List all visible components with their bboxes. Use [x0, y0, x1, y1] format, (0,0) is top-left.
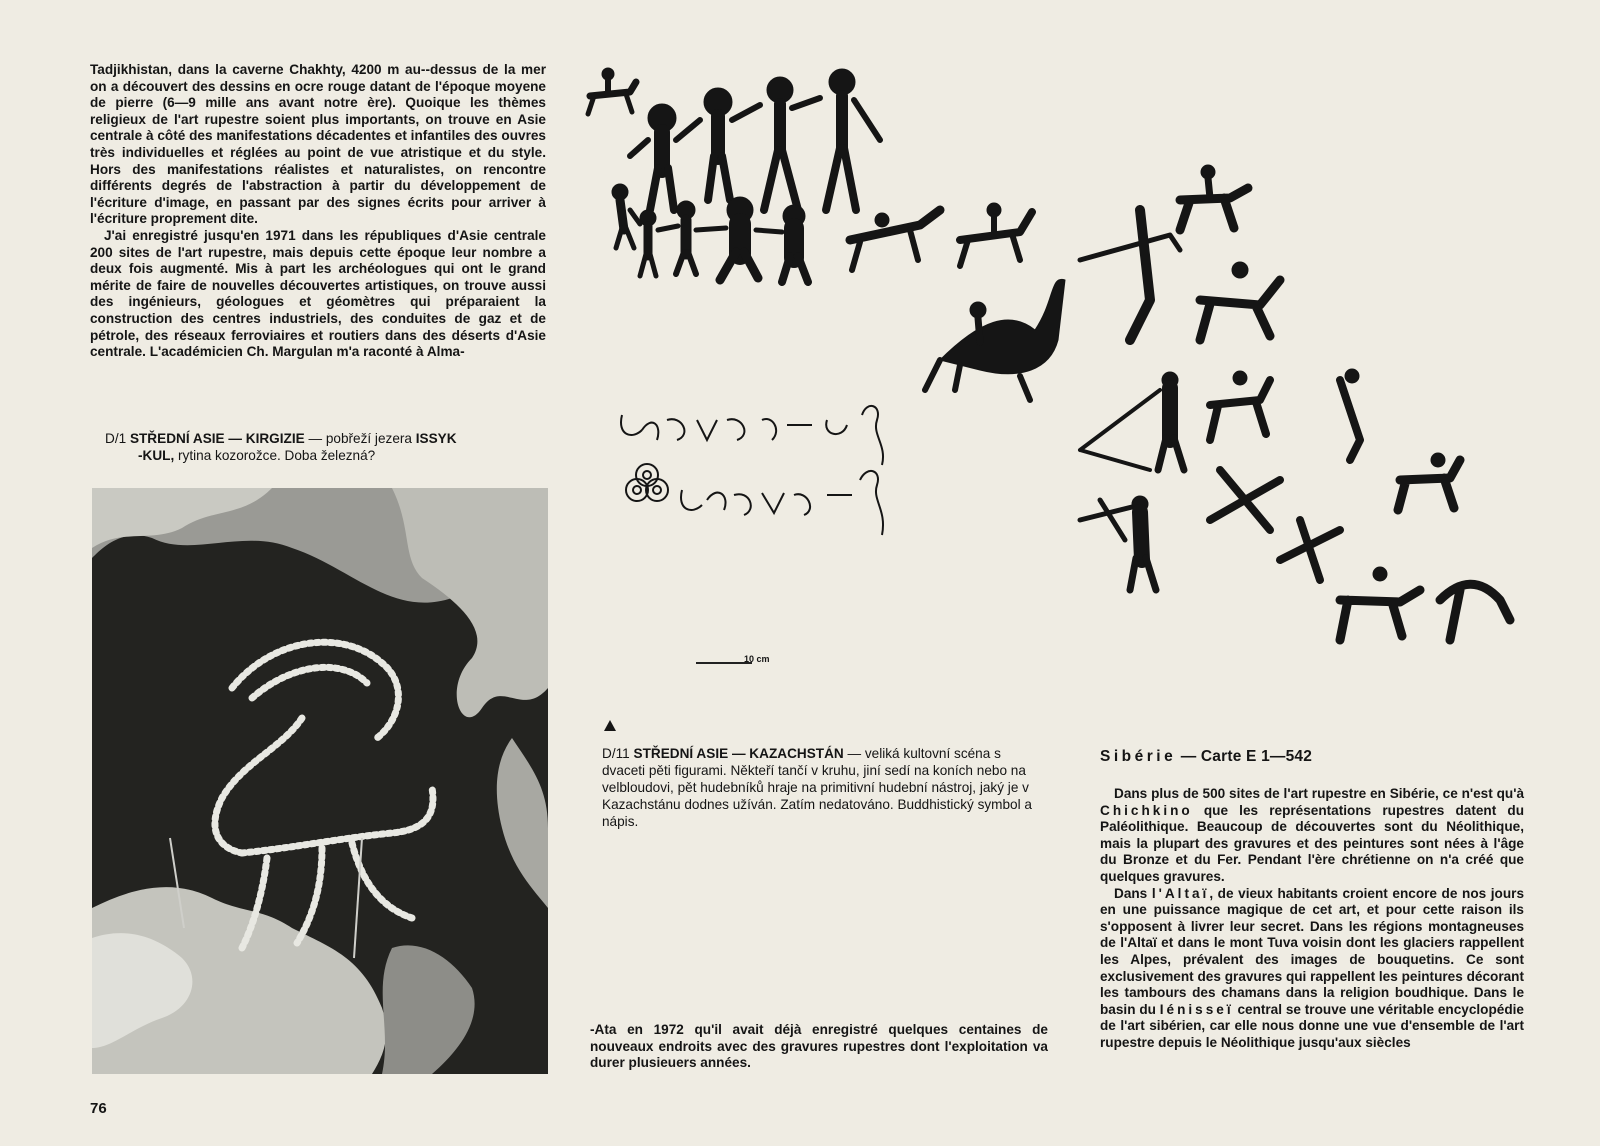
caption-d11 — [602, 745, 1042, 830]
siberie-p2-c: central se trouve une véritable encyclopédie de l'art sibérien, car elle nous donne une vue d'ensemble de l'art rupestre depuis le Néolithique jusqu'aux siècles — [1100, 1001, 1524, 1050]
siberie-p1-a: Dans plus de 500 sites de l'art rupestre en Sibérie, ce n'est qu'à — [1114, 786, 1524, 801]
siberie-p1-place: Chichkino — [1100, 802, 1193, 818]
petroglyph-scene — [580, 60, 1560, 680]
siberie-heading — [1100, 748, 1524, 766]
scale-label: 10 cm — [744, 654, 770, 664]
caption-d1-title: STŘEDNÍ ASIE — KIRGIZIE — [129, 431, 305, 446]
caption-d1-place: ISSYK — [415, 431, 457, 446]
left-paragraph-2: J'ai enregistré jusqu'en 1971 dans les républiques d'Asie centrale 200 sites de l'art rupestre, mais depuis cette époque leur nombre a deux fois augmenté. Mis à part les archéologues qui ont le grand mérite de faire de nouvelles découvertes artistiques, on trouve aussi des ingénieurs, géologues et géomètres qui préparaient la construction des centres industriels, des conduites de gaz et de pétrole, des réseaux ferroviaires et routiers dans des déserts d'Asie centrale. L'académicien Ch. Margulan m'a raconté à Alma- — [90, 227, 546, 360]
ibex-engraving-photo — [92, 488, 548, 1074]
siberie-p2-b: , de vieux habitants croient encore de nos jours en une puissance magique de cet art, et pour cette raison ils s'opposent à livrer leur secret. Dans les régions montagneuses de l'Altaï et dans le mont Tuva voisin dont les glaciers rappellent les Alpes, prévalent des images de bouquetins. Ce sont exclusivement des gravures qui rappellent les peintures décorant les tambours des chamans dans la religion boudhique. Dans le basin du — [1100, 885, 1525, 1017]
siberie-paragraph-1 — [1100, 786, 1524, 886]
left-text-column — [90, 62, 546, 361]
rider-small — [588, 68, 636, 114]
caption-d1-text-b: rytina kozorožce. Doba železná? — [174, 448, 376, 463]
rock-photo-art — [92, 488, 548, 1074]
caption-d1-place-cont: -KUL, — [138, 448, 175, 463]
siberie-section — [1100, 748, 1524, 1052]
triangle-pointer-icon — [604, 720, 616, 731]
caption-d11-text: — veliká kultovní scéna s dvaceti pěti figurami. Někteří tančí v kruhu, jiní sedí na koních nebo na velbloudovi, pět hudebníků hraje na primitivní hudební nástroj, jaký je v Kazachstánu dodnes užíván. Zatím nedatováno. Buddhistický symbol a nápis. — [602, 746, 1032, 829]
left-paragraph-1: Tadjikhistan, dans la caverne Chakhty, 4200 m au--dessus de la mer on a découvert des dessins en ocre rouge datant de l'époque moyene de pierre (6—9 mille ans avant notre ère). Quoique les thèmes religieux de l'art rupestre soient plus importants, on trouve en Asie centrale à côté des manifestations décadentes et infantiles des ouvres très individuelles et réglées au point de vue atristique et du style. Hors des manifestations réalistes et naturalistes, on rencontre différents degrés de l'abstraction à partir du développement de l'écriture d'image, en passant par des signes écrits pour arriver à l'écriture proprement dite. — [90, 62, 546, 227]
siberie-paragraph-2 — [1100, 886, 1524, 1052]
continuation-paragraph: -Ata en 1972 qu'il avait déjà enregistré quelques centaines de nouveaux endroits avec des gravures rupestres dont l'exploitation va durer plusieuers années. — [590, 1022, 1048, 1071]
caption-d11-title: STŘEDNÍ ASIE — KAZACHSTÁN — [633, 746, 844, 761]
buddhist-inscription — [612, 385, 912, 585]
caption-d1-code: D/1 — [105, 431, 127, 446]
page-number: 76 — [90, 1100, 107, 1117]
caption-d1-text-a: — pobřeží jezera — [304, 431, 416, 446]
siberie-p1-b: que les représentations rupestres datent du Paléolithique. Beaucoup de découvertes sont du Néolithique, mais la plupart des gravures et des peintures sont nées à l'âge du Bronze et du Fer. Pendant l'ère chrétienne on n'a créé que quelques gravures. — [1100, 802, 1524, 884]
caption-d11-code: D/11 — [602, 746, 630, 761]
siberie-p2-place: l'Altaï — [1151, 885, 1210, 901]
siberie-p2-a: Dans — [1114, 885, 1152, 901]
horse-figures — [850, 165, 1510, 640]
siberie-heading-rest: — Carte E 1—542 — [1176, 748, 1313, 765]
siberie-heading-word: Sibérie — [1100, 748, 1177, 765]
dancer-group-top — [630, 69, 880, 210]
scale-bar — [696, 654, 786, 668]
siberie-p2-place2: Iénisseï — [1159, 1001, 1234, 1017]
caption-d1 — [105, 430, 550, 464]
